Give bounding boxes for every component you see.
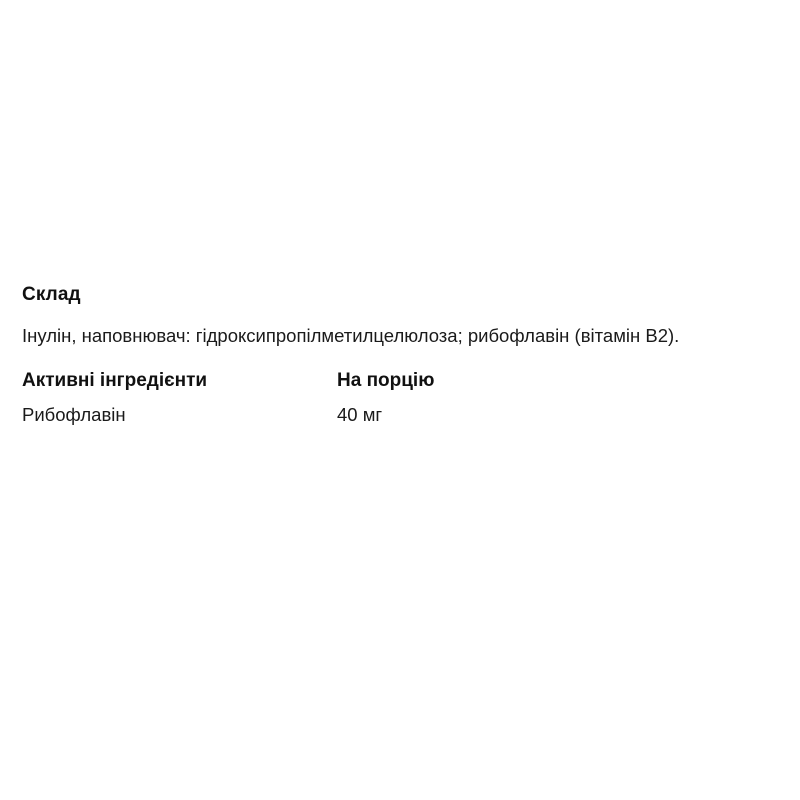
active-ingredients-table: [22, 364, 637, 432]
composition-section: [22, 283, 792, 432]
section-title: Склад: [22, 284, 81, 305]
cell-ingredient-name: Рибофлавін: [22, 404, 126, 425]
column-header-ingredient: Активні інгредієнти: [22, 370, 208, 391]
table-header-row: [22, 364, 637, 398]
table-row: [22, 398, 637, 432]
ingredients-text: Інулін, наповнювач: гідроксипропілметилцелюлоза; рибофлавін (вітамін B2).: [22, 325, 680, 346]
column-header-per-serving: На порцію: [337, 370, 435, 391]
cell-ingredient-amount: 40 мг: [337, 404, 383, 425]
